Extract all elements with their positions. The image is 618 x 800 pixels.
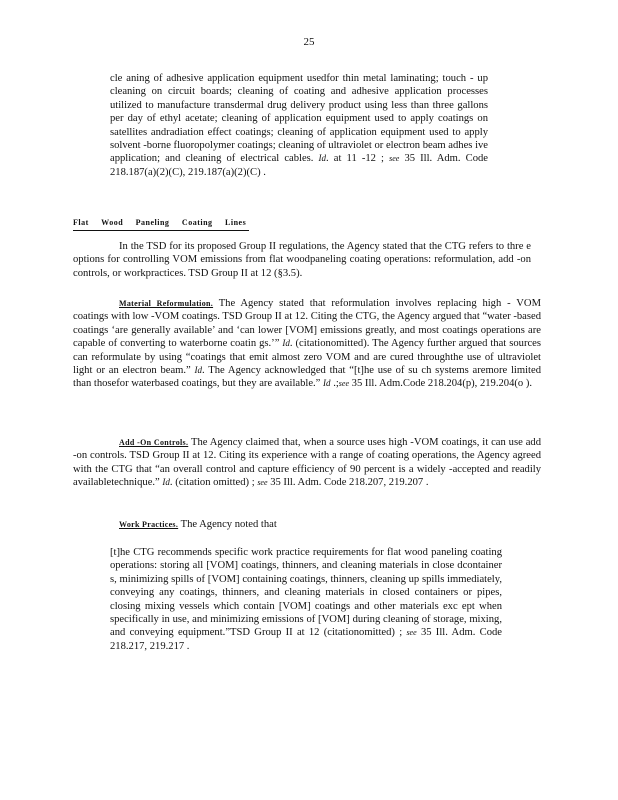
citation-id: Id [282,338,290,349]
page-number: 25 [303,36,315,48]
citation-id: Id [318,153,327,164]
citation-see: see [406,628,417,638]
citation-see: see [257,478,268,488]
citation-text: . (citation omitted) ; [169,477,255,489]
citation-text: . at 11 -12 ; [326,153,384,165]
paragraph-add-on-controls [73,436,541,490]
citation-text: . (citationomitted). The Agency further argued that sources can reformulate by using “coatings that emit almost zero VOM and are cured throughthe use of ultraviolet light or an electron beam.” [73,338,541,377]
paragraph-text: The Agency noted that [180,519,277,530]
citation-code: 35 Ill. Adm. Code 218.187(a)(2)(C), 219.187(a)(2)(C) . [110,153,489,178]
block-quote-ctg [110,546,502,653]
citation-id: Id [323,378,331,389]
paragraph-text: The Agency stated that reformulation involves replacing high - VOM coatings with low -VOM coatings. TSD Group II at 12. Citing the CTG, the Agency argued that “water -based coatings ‘are generally available’ and ‘can lower [VOM] emissions greatly, and most coatings operations are capable of converting to waterborne coatin gs.’” [73,298,541,350]
citation-text: . The Agency acknowledged that “[t]he use of su ch systems aremore limited than thosefor waterbased coatings, but they are available.” [73,365,541,390]
paragraph-material-reformulation: Material Reformulation. The Agency stated that reformulation involves replacing high - VOM coatings with low -VOM coatings. TSD Group II at 12. Citing the CTG, the Agency argued that “water -based coatings ‘are generally available’ and ‘can lower [VOM] emissions greatly, and most coatings operations are capable of converting to waterborne coatin gs.’” Id. (citationomitted). The Agency further argued that sources can reformulate by using “coatings that emit almost zero VOM and are cured throughthe use of ultraviolet light or an electron beam.” Id. The Agency acknowledged that “[t]he use of su ch systems aremore limited than thosefor waterbased coatings, but they are available.” Id .;see 35 Ill. Adm.Code 218.204(p), 219.204(o ). [73,298,541,390]
paragraph-work-practices [73,518,541,531]
section-heading: Flat Wood Paneling Coating Lines [73,216,249,231]
subheading-add-on-controls: Add -On Controls. [119,438,189,447]
subheading-work-practices: Work Practices. [119,520,179,529]
subheading-material-reformulation: Material Reformulation. [119,299,214,308]
quote-text: [t]he CTG recommends specific work practice requirements for flat wood paneling coating operations: storing all [VOM] coatings, thinners, and cleaning materials in close dcontainer s, minimizing spills of [VOM] containing coatings, thinners, cleaning up spills immediately, conveying any coatings, thinners, and cleaning materials in closed containers or pipes, closing mixing vessels which contain [VOM] coatings and other materials exc ept when specifically in use, and minimizing emissions of [VOM] during cleaning of storage, mixing, and conveying equipment.”TSD Group II at 12 (citationomitted) ; [110,547,502,639]
paragraph-cleaning-exemptions [110,72,488,179]
paragraph-text: The Agency claimed that, when a source uses high -VOM coatings, it can use add -on controls. TSD Group II at 12. Citing its experience with a range of coating operations, the Agency agreed with the CTG that “an overall control and capture efficiency of 90 percent is a widely -accepted and readily availabletechnique.” [73,437,541,489]
citation-code: 35 Ill. Adm.Code 218.204(p), 219.204(o ). [351,378,533,390]
paragraph-text: cle aning of adhesive application equipment usedfor thin metal laminating; touch - up cleaning on circuit boards; cleaning of coating and adhesive application processes utilized to manufacture transdermal drug delivery product using less than three gallons per day of ethyl acetate; cleaning of application equipment used to apply coatings on satellites andradiation effect coatings; cleaning of application equipment used to apply solvent -borne fluoropolymer coatings; cleaning of ultraviolet or electron beam adhes ive application; and cleaning of electrical cables. [110,73,489,165]
paragraph-options: In the TSD for its proposed Group II regulations, the Agency stated that the CTG refers to thre e options for controlling VOM emissions from flat woodpaneling coating operations: reformulation, add -on controls, or workpractices. TSD Group II at 12 (§3.5). [73,241,531,279]
citation-id: Id [194,365,203,376]
citation-code: 35 Ill. Adm. Code 218.217, 219.217 . [110,627,503,652]
citation-see: see [389,154,400,164]
citation-code: 35 Ill. Adm. Code 218.207, 219.207 . [270,477,429,489]
citation-see: see [338,379,350,389]
citation-id: Id [162,477,170,488]
